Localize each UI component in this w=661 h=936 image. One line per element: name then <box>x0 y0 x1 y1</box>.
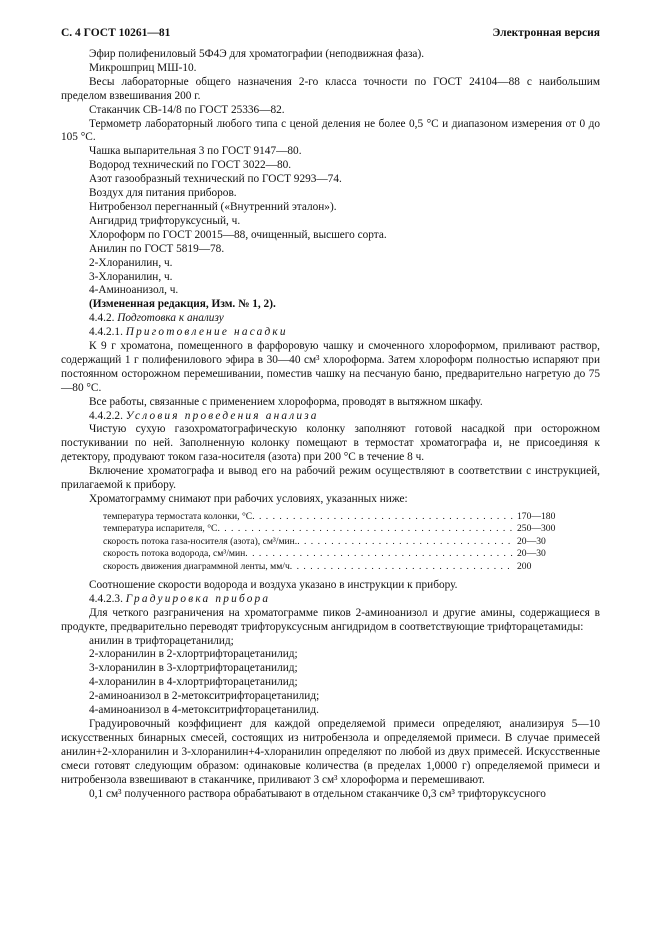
condition-label: температура испарителя, °С <box>103 523 218 535</box>
paragraph: Все работы, связанные с применением хлороформа, проводят в вытяжном шкафу. <box>89 395 483 408</box>
condition-value: 200 <box>517 560 532 572</box>
materials-item: 3-Хлоранилин, ч. <box>89 270 173 283</box>
paragraph: К 9 г хроматона, помещенного в фарфоровую чашку и смоченного хлороформом, приливают раствор, содержащий 1 г полифенилового эфира в 30—40 см³ хлороформа. Затем хлороформ полностью испаряют при постоянном осторожном перемешивании, поместив чашку на песчаную баню, предварительно нагретую до 75—80 °С. <box>61 340 600 394</box>
section-number: 4.4.2. <box>89 312 115 325</box>
revision-note: (Измененная редакция, Изм. № 1, 2). <box>89 298 276 311</box>
materials-item: Весы лабораторные общего назначения 2-го класса точности по ГОСТ 24104—88 с наибольшим пределом взвешивания 200 г. <box>61 75 600 102</box>
paragraph: Хроматограмму снимают при рабочих условиях, указанных ниже: <box>89 493 408 505</box>
condition-label: скорость потока газа-носителя (азота), см³/мин. <box>103 535 298 547</box>
paragraph: Для четкого разграничения на хроматограмме пиков 2-аминоанизол и другие амины, содержащиеся в продукте, предварительно переводят трифторуксусным ангидридом в соответствующие трифторацетамиды: <box>61 606 600 633</box>
materials-item: Воздух для питания приборов. <box>89 187 237 200</box>
section-title: Подготовка к анализу <box>117 312 224 325</box>
conditions-list <box>103 511 573 573</box>
materials-item: 2-Хлоранилин, ч. <box>89 256 173 269</box>
document-body <box>61 48 600 801</box>
materials-item: Стаканчик СВ-14/8 по ГОСТ 25336—82. <box>89 103 285 116</box>
paragraph: 0,1 см³ полученного раствора обрабатывают в отдельном стаканчике 0,3 см³ трифторуксусного <box>89 787 546 800</box>
materials-item: Эфир полифениловый 5Ф4Э для хроматографии (неподвижная фаза). <box>89 48 425 60</box>
section-4-4-2-heading <box>61 312 600 326</box>
section-title: Градуировка прибора <box>125 592 271 605</box>
materials-item: Нитробензол перегнанный («Внутренний эталон»). <box>89 200 337 213</box>
paragraph: Градуировочный коэффициент для каждой определяемой примеси определяют, анализируя 5—10 искусственных бинарных смесей, состоящих из нитробензола и определяемой примеси. В случае примесей анилин+2-хлоранилин и 3-хлоранилин+4-хлоранилин определяют по любой из двух примесей. Искусственные смеси готовят следующим образом: одинаковые количества (в пределах 1,0000 г) определяемой примеси и нитробензола взвешивают в стаканчике, приливают 3 см³ хлороформа и перемешивают. <box>61 718 600 786</box>
list-item: 4-хлоранилин в 4-хлортрифторацетанилид; <box>89 676 298 689</box>
condition-value: 20—30 <box>517 548 546 560</box>
section-4-4-2-1-heading <box>61 326 600 340</box>
condition-row <box>103 536 573 548</box>
condition-row <box>103 511 573 523</box>
materials-item: Хлороформ по ГОСТ 20015—88, очищенный, высшего сорта. <box>89 228 387 241</box>
condition-value: 170—180 <box>517 510 556 522</box>
materials-item: Водород технический по ГОСТ 3022—80. <box>89 159 292 172</box>
condition-row <box>103 548 573 560</box>
condition-value: 20—30 <box>517 535 546 547</box>
condition-label: скорость потока водорода, см³/мин <box>103 548 246 560</box>
list-item: анилин в трифторацетанилид; <box>89 634 234 647</box>
section-4-4-2-3-heading <box>61 593 600 607</box>
list-item: 3-хлоранилин в 3-хлортрифторацетанилид; <box>89 662 298 675</box>
section-title: Приготовление насадки <box>125 326 288 339</box>
leader-dots <box>217 523 513 535</box>
paragraph: Включение хроматографа и вывод его на рабочий режим осуществляют в соответствии с инструкцией, прилагаемой к прибору. <box>61 465 600 492</box>
materials-item: Термометр лабораторный любого типа с ценой деления не более 0,5 °С и диапазоном измерения от 0 до 105 °С. <box>61 117 600 144</box>
list-item: 2-аминоанизол в 2-метокситрифторацетанилид; <box>89 690 320 703</box>
condition-label: скорость движения диаграммной ленты, мм/ч <box>103 560 290 572</box>
materials-item: Микрошприц МШ-10. <box>89 61 197 74</box>
condition-row <box>103 523 573 535</box>
section-number: 4.4.2.2. <box>89 409 123 422</box>
condition-label: температура термостата колонки, °С <box>103 510 253 522</box>
materials-item: Чашка выпарительная 3 по ГОСТ 9147—80. <box>89 145 302 158</box>
section-4-4-2-2-heading <box>61 410 600 424</box>
section-number: 4.4.2.1. <box>89 326 123 339</box>
section-number: 4.4.2.3. <box>89 592 123 605</box>
materials-item: 4-Аминоанизол, ч. <box>89 284 179 297</box>
leader-dots <box>252 511 513 523</box>
condition-row <box>103 561 573 573</box>
condition-value: 250—300 <box>517 523 556 535</box>
page-header <box>61 27 600 43</box>
list-item: 4-аминоанизол в 4-метокситрифторацетанилид. <box>89 704 319 717</box>
paragraph: Чистую сухую газохроматографическую колонку заполняют готовой насадкой при осторожном постукивании по ней. Заполненную колонку помещают в термостат хроматографа и, не присоединяя к детектору, продувают током газа-носителя (азота) при 200 °С в течение 8 ч. <box>61 423 600 464</box>
materials-item: Азот газообразный технический по ГОСТ 9293—74. <box>89 173 342 186</box>
section-title: Условия проведения анализа <box>125 409 319 422</box>
header-electronic-version: Электронная версия <box>492 27 600 39</box>
materials-item: Ангидрид трифторуксусный, ч. <box>89 214 241 227</box>
list-item: 2-хлоранилин в 2-хлортрифторацетанилид; <box>89 648 298 661</box>
header-standard-number: С. 4 ГОСТ 10261—81 <box>61 27 171 39</box>
leader-dots <box>297 536 513 548</box>
leader-dots <box>245 548 513 560</box>
materials-item: Анилин по ГОСТ 5819—78. <box>89 242 225 255</box>
leader-dots <box>290 561 513 573</box>
paragraph: Соотношение скорости водорода и воздуха указано в инструкции к прибору. <box>89 578 458 591</box>
